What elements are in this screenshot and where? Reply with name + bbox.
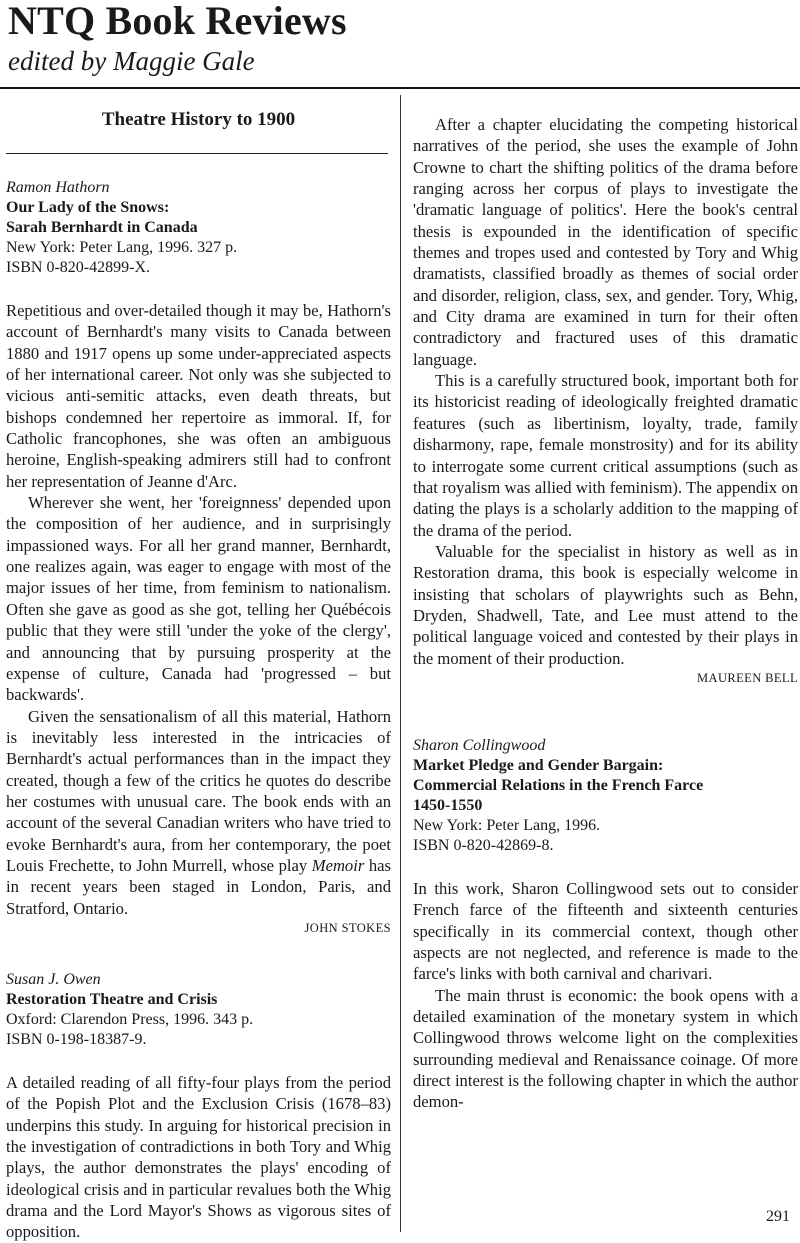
journal-title: NTQ Book Reviews [8, 0, 347, 43]
isbn: ISBN 0-820-42899-X. [6, 259, 150, 276]
review-author: Susan J. Owen [6, 970, 101, 988]
review-body-owen-continued [413, 114, 798, 669]
book-title-line: Market Pledge and Gender Bargain: [413, 756, 664, 774]
review-body-collingwood [413, 878, 798, 1113]
paragraph-text: has in recent years been staged in London, Paris, and Stratford, Ontario. [6, 855, 391, 918]
review-header-hathorn [6, 178, 391, 278]
right-column [413, 114, 798, 1113]
paragraph: Valuable for the specialist in history as well as in Restoration drama, this book is especially welcome in insisting that scholars of playwrights such as Behn, Dryden, Shadwell, Tate, and Lee must attend to the political language voiced and contested by their plays in the moment of their production. [413, 541, 798, 668]
review-author: Ramon Hathorn [6, 179, 110, 196]
book-title-line: Restoration Theatre and Crisis [6, 990, 218, 1008]
book-title-line: Commercial Relations in the French Farce [413, 776, 704, 794]
paragraph: In this work, Sharon Collingwood sets out to consider French farce of the fifteenth and sixteenth centuries specifically in its commercial context, though other aspects are not neglected, and reference is made to the farce's links with both carnival and charivari. [413, 878, 798, 984]
column-divider [400, 95, 401, 1232]
section-rule [6, 153, 388, 154]
publisher-info: Oxford: Clarendon Press, 1996. 343 p. [6, 1010, 254, 1028]
paragraph: Repetitious and over-detailed though it may be, Hathorn's account of Bernhardt's many visits to Canada between 1880 and 1917 opens up some under-appreciated aspects of her international career. Not only was she subjected to vicious anti-semitic attacks, even death threats, but bishops condemned her repertoire as immoral. If, for Catholic francophones, she was often an ambiguous heroine, English-speaking admirers still had to confront her representation of Jeanne d'Arc. [6, 301, 391, 491]
review-header-collingwood [413, 736, 798, 856]
isbn: ISBN 0-198-18387-9. [6, 1030, 147, 1048]
play-title: Memoir [311, 855, 365, 875]
paragraph: The main thrust is economic: the book opens with a detailed examination of the monetary system in which Collingwood throws welcome light on the complexities surrounding medieval and Renaissance coinage. Of more direct interest is the following chapter in which the author demon- [413, 985, 798, 1112]
paragraph-text: Given the sensationalism of all this material, Hathorn is inevitably less interested in the intricacies of Bernhardt's actual performances than in the impact they created, though a few of the critics he quotes do describe her costumes with unusual care. The book ends with an account of the several Canadian writers who have tried to evoke Bernhardt's aura, from her contemporary, the poet Louis Frechette, to John Murrell, whose play [6, 706, 391, 875]
publisher-info: New York: Peter Lang, 1996. 327 p. [6, 239, 238, 256]
book-title-line: Sarah Bernhardt in Canada [6, 219, 198, 236]
review-author: Sharon Collingwood [413, 736, 546, 754]
masthead [8, 0, 347, 76]
paragraph: Wherever she went, her 'foreignness' depended upon the composition of her audience, and in surprisingly impassioned ways. For all her grand manner, Bernhardt, one realizes again, was eager to engage with most of the major issues of her time, from feminism to nationalism. Often she gave as good as she got, telling her Québécois public that they were still 'under the yoke of the clergy', and announcing that by pursuing prosperity at the expense of culture, Canada had 'progressed – but backwards'. [6, 493, 391, 705]
paragraph [6, 706, 391, 919]
paragraph: A detailed reading of all fifty-four plays from the period of the Popish Plot and the Exclusion Crisis (1678–83) underpins this study. In arguing for historical precision in the investigation of contradictions in both Tory and Whig plays, the author demonstrates the plays' encoding of ideological crisis and in particular revalues both the Whig drama and the Lord Mayor's Shows as vigorous sites of opposition. [6, 1072, 391, 1242]
paragraph: After a chapter elucidating the competing historical narratives of the period, she uses the example of John Crowne to chart the shifting politics of the drama before ranging across her corpus of plays to investigate the 'dramatic language of politics'. Here the book's central thesis is expounded in the identification of specific themes and tropes used and contested by Tory and Whig dramatists, classified broadly as themes of social order and disorder, religion, class, sex, and gender. Tory, Whig, and City drama are examined in turn for their often contradictory and fractured uses of this dramatic language. [413, 115, 798, 369]
editor-line: edited by Maggie Gale [8, 46, 255, 76]
book-title-line: Our Lady of the Snows: [6, 199, 170, 216]
left-column [6, 100, 391, 1243]
review-body-owen-start [6, 1072, 391, 1243]
header-rule [0, 87, 800, 89]
book-title-line: 1450-1550 [413, 796, 483, 814]
reviewer-signature: MAUREEN BELL [697, 670, 798, 685]
publisher-info: New York: Peter Lang, 1996. [413, 816, 601, 834]
section-title: Theatre History to 1900 [101, 109, 296, 130]
reviewer-signature: JOHN STOKES [304, 920, 391, 935]
review-header-owen [6, 970, 391, 1050]
review-body-hathorn [6, 300, 391, 919]
page-number: 291 [766, 1208, 790, 1225]
isbn: ISBN 0-820-42869-8. [413, 836, 554, 854]
paragraph: This is a carefully structured book, important both for its historicist reading of ideologically freighted dramatic features (such as libertinism, loyalty, trade, family disharmony, rape, female monstrosity) and for its ability to interrogate some current critical assumptions (such as that royalism was allied with feminism). The appendix on dating the plays is a scholarly addition to the mapping of the drama of the period. [413, 371, 798, 540]
